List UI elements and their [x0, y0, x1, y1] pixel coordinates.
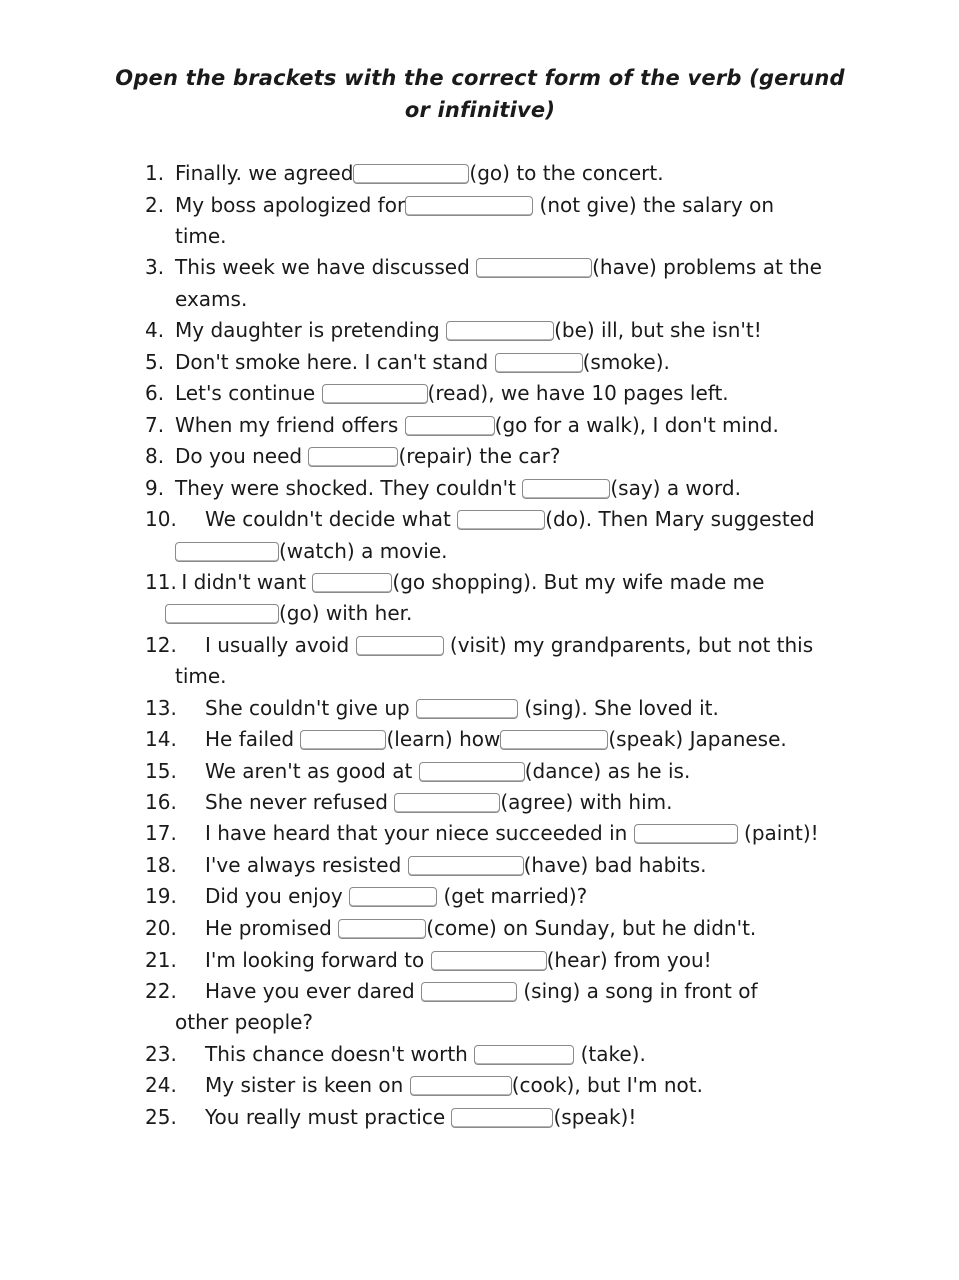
- sentence-text: I didn't want: [175, 570, 313, 594]
- exercise-line: [145, 441, 561, 472]
- answer-blank[interactable]: [474, 1045, 574, 1065]
- exercise-line: [145, 158, 664, 189]
- sentence-text: She never refused: [205, 790, 395, 814]
- sentence-text: She couldn't give up: [205, 696, 417, 720]
- sentence-text: (watch) a movie.: [279, 539, 448, 563]
- exercise-line: [165, 598, 412, 629]
- item-number: 12.: [145, 633, 177, 657]
- sentence-text: (cook), but I'm not.: [511, 1073, 703, 1097]
- sentence-text: (say) a word.: [610, 476, 741, 500]
- answer-blank[interactable]: [410, 1076, 512, 1096]
- answer-blank[interactable]: [457, 510, 545, 530]
- answer-blank[interactable]: [356, 636, 444, 656]
- item-number: 17.: [145, 821, 177, 845]
- sentence-text: (visit) my grandparents, but not this: [443, 633, 814, 657]
- exercise-line: [145, 315, 762, 346]
- sentence-text: My boss apologized for: [175, 193, 406, 217]
- sentence-text: (sing) a song in front of: [517, 979, 758, 1003]
- answer-blank[interactable]: [522, 479, 610, 499]
- sentence-text: (do). Then Mary suggested: [545, 507, 815, 531]
- answer-blank[interactable]: [349, 887, 437, 907]
- item-number: 15.: [145, 759, 177, 783]
- sentence-text: My sister is keen on: [205, 1073, 410, 1097]
- item-number: 10.: [145, 507, 177, 531]
- sentence-text: He failed: [205, 727, 301, 751]
- answer-blank[interactable]: [634, 824, 738, 844]
- sentence-text: (have) bad habits.: [523, 853, 707, 877]
- answer-blank[interactable]: [495, 353, 583, 373]
- answer-blank[interactable]: [416, 699, 518, 719]
- sentence-text: (dance) as he is.: [524, 759, 691, 783]
- sentence-text: I'm looking forward to: [205, 948, 431, 972]
- exercise-line: [145, 945, 712, 976]
- sentence-text: (have) problems at the: [592, 255, 822, 279]
- sentence-text: (learn) how: [386, 727, 501, 751]
- sentence-text: (get married)?: [437, 884, 588, 908]
- sentence-text: (come) on Sunday, but he didn't.: [426, 916, 757, 940]
- item-number: 4.: [145, 318, 165, 342]
- item-number: 19.: [145, 884, 177, 908]
- item-number: 5.: [145, 350, 165, 374]
- sentence-text: This chance doesn't worth: [205, 1042, 475, 1066]
- exercise-line: [145, 787, 673, 818]
- sentence-text: Finally. we agreed: [175, 161, 354, 185]
- exercise-line: [145, 347, 670, 378]
- answer-blank[interactable]: [312, 573, 392, 593]
- sentence-text: Let's continue: [175, 381, 322, 405]
- answer-blank[interactable]: [322, 384, 428, 404]
- sentence-text: (read), we have 10 pages left.: [427, 381, 729, 405]
- item-number: 16.: [145, 790, 177, 814]
- sentence-text: (go shopping). But my wife made me: [392, 570, 765, 594]
- sentence-text: (hear) from you!: [546, 948, 712, 972]
- sentence-text: time.: [175, 224, 227, 248]
- sentence-text: I have heard that your niece succeeded in: [205, 821, 634, 845]
- sentence-text: Have you ever dared: [205, 979, 422, 1003]
- sentence-text: other people?: [175, 1010, 314, 1034]
- answer-blank[interactable]: [451, 1108, 553, 1128]
- exercise-line: [175, 284, 247, 315]
- answer-blank[interactable]: [476, 258, 592, 278]
- sentence-text: This week we have discussed: [175, 255, 477, 279]
- item-number: 25.: [145, 1105, 177, 1129]
- exercise-line: [145, 473, 741, 504]
- answer-blank[interactable]: [405, 196, 533, 216]
- exercise-line: [145, 1039, 646, 1070]
- sentence-text: They were shocked. They couldn't: [175, 476, 523, 500]
- item-number: 22.: [145, 979, 177, 1003]
- sentence-text: My daughter is pretending: [175, 318, 447, 342]
- exercise-line: [145, 850, 706, 881]
- answer-blank[interactable]: [421, 982, 517, 1002]
- answer-blank[interactable]: [446, 321, 554, 341]
- exercise-line: [145, 818, 819, 849]
- sentence-text: (speak)!: [553, 1105, 637, 1129]
- item-number: 7.: [145, 413, 165, 437]
- exercise-line: [145, 190, 774, 221]
- sentence-text: (take).: [574, 1042, 646, 1066]
- sentence-text: I usually avoid: [205, 633, 356, 657]
- item-number: 23.: [145, 1042, 177, 1066]
- exercise-line: [145, 1070, 703, 1101]
- item-number: 18.: [145, 853, 177, 877]
- sentence-text: (be) ill, but she isn't!: [554, 318, 762, 342]
- item-number: 24.: [145, 1073, 177, 1097]
- sentence-text: (agree) with him.: [500, 790, 673, 814]
- exercise-line: [145, 567, 764, 598]
- exercise-line: [145, 913, 756, 944]
- sentence-text: Do you need: [175, 444, 309, 468]
- sentence-text: exams.: [175, 287, 248, 311]
- sentence-text: He promised: [205, 916, 339, 940]
- sentence-text: We couldn't decide what: [205, 507, 458, 531]
- item-number: 14.: [145, 727, 177, 751]
- exercise-line: [145, 724, 787, 755]
- answer-blank[interactable]: [500, 730, 608, 750]
- exercise-line: [145, 693, 719, 724]
- exercise-line: [145, 410, 779, 441]
- sentence-text: We aren't as good at: [205, 759, 419, 783]
- exercise-line: [145, 504, 815, 535]
- item-number: 9.: [145, 476, 165, 500]
- sentence-text: Did you enjoy: [205, 884, 350, 908]
- answer-blank[interactable]: [338, 919, 426, 939]
- sentence-text: time.: [175, 664, 227, 688]
- sentence-text: (repair) the car?: [398, 444, 561, 468]
- exercise-line: [145, 976, 757, 1007]
- exercise-line: [145, 881, 587, 912]
- exercise-line: [145, 1102, 636, 1133]
- sentence-text: (go for a walk), I don't mind.: [494, 413, 779, 437]
- item-number: 11.: [145, 570, 177, 594]
- answer-blank[interactable]: [308, 447, 398, 467]
- sentence-text: Don't smoke here. I can't stand: [175, 350, 495, 374]
- answer-blank[interactable]: [175, 542, 279, 562]
- exercise-line: [175, 221, 227, 252]
- item-number: 20.: [145, 916, 177, 940]
- sentence-text: I've always resisted: [205, 853, 408, 877]
- sentence-text: (not give) the salary on: [533, 193, 774, 217]
- exercise-line: [145, 378, 729, 409]
- exercise-line: [175, 1007, 313, 1038]
- sentence-text: You really must practice: [205, 1105, 452, 1129]
- item-number: 21.: [145, 948, 177, 972]
- answer-blank[interactable]: [419, 762, 525, 782]
- sentence-text: (go) with her.: [279, 601, 413, 625]
- answer-blank[interactable]: [431, 951, 547, 971]
- item-number: 3.: [145, 255, 165, 279]
- answer-blank[interactable]: [165, 604, 279, 624]
- sentence-text: When my friend offers: [175, 413, 405, 437]
- sentence-text: (go) to the concert.: [469, 161, 664, 185]
- exercise-line: [145, 756, 690, 787]
- item-number: 13.: [145, 696, 177, 720]
- sentence-text: (speak) Japanese.: [608, 727, 787, 751]
- item-number: 8.: [145, 444, 165, 468]
- answer-blank[interactable]: [353, 164, 469, 184]
- sentence-text: (sing). She loved it.: [518, 696, 719, 720]
- item-number: 2.: [145, 193, 165, 217]
- worksheet-title: Open the brackets with the correct form of the verb (gerund or infinitive): [115, 66, 845, 122]
- sentence-text: (paint)!: [737, 821, 819, 845]
- exercise-line: [145, 252, 822, 283]
- exercise-line: [145, 630, 813, 661]
- answer-blank[interactable]: [408, 856, 524, 876]
- answer-blank[interactable]: [405, 416, 495, 436]
- answer-blank[interactable]: [300, 730, 386, 750]
- item-number: 1.: [145, 161, 165, 185]
- answer-blank[interactable]: [394, 793, 500, 813]
- sentence-text: (smoke).: [582, 350, 670, 374]
- item-number: 6.: [145, 381, 165, 405]
- exercise-line: [175, 661, 227, 692]
- exercise-line: [175, 536, 447, 567]
